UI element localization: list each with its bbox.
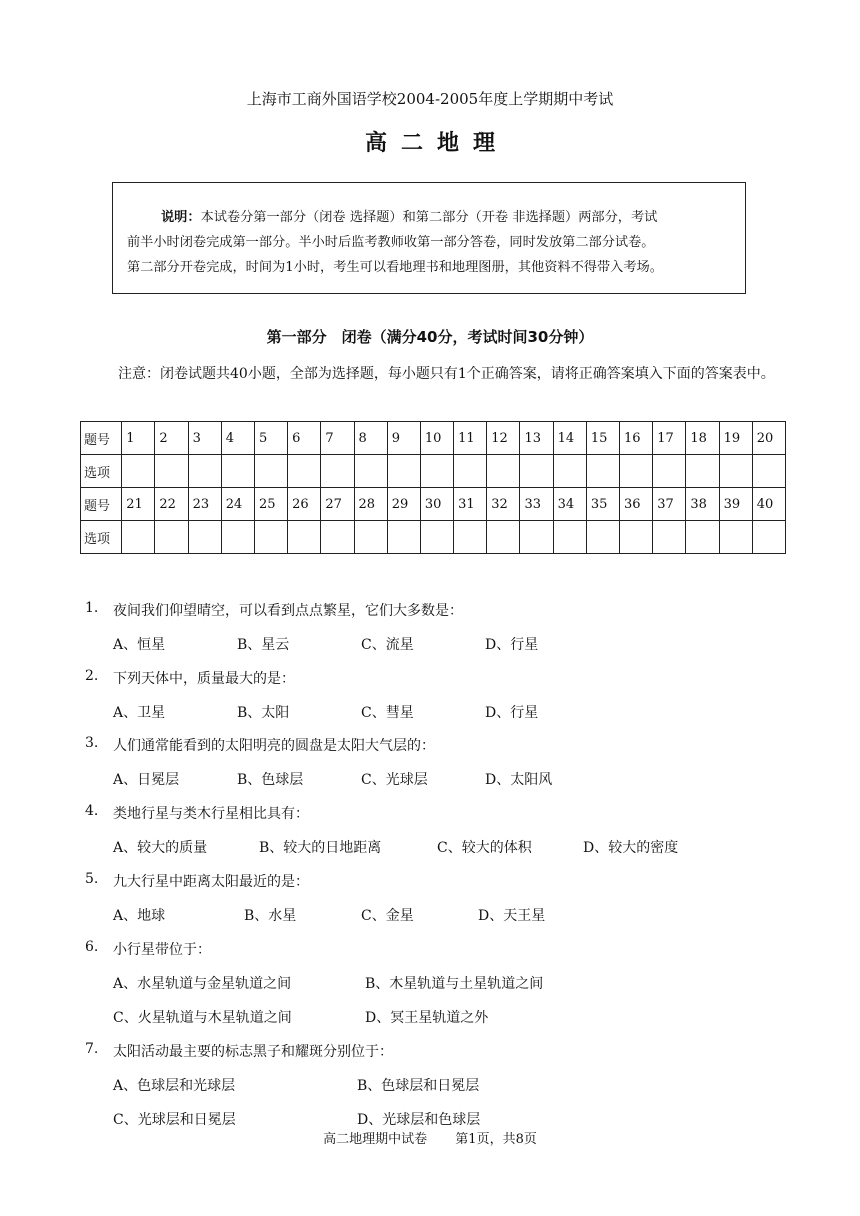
answer-blank-cell[interactable] <box>686 521 719 554</box>
answer-option: B、水星 <box>244 908 297 924</box>
answer-blank-cell[interactable] <box>221 455 254 488</box>
answer-table-number-row-1 <box>81 422 786 455</box>
question-number-cell: 25 <box>254 488 287 521</box>
answer-option: A、较大的质量 <box>113 840 208 856</box>
answer-option: B、色球层和日冕层 <box>357 1078 480 1094</box>
answer-blank-cell[interactable] <box>387 455 420 488</box>
question-number-cell: 1 <box>122 422 155 455</box>
question-number-cell: 22 <box>155 488 188 521</box>
answer-blank-cell[interactable] <box>321 521 354 554</box>
answer-blank-cell[interactable] <box>420 521 453 554</box>
answer-blank-cell[interactable] <box>420 455 453 488</box>
instructions-line-1 <box>127 205 731 230</box>
answer-option: D、行星 <box>485 637 539 653</box>
question-stem: 九大行星中距离太阳最近的是： <box>113 874 309 890</box>
question-number-cell: 36 <box>620 488 653 521</box>
question-stem: 类地行星与类木行星相比具有： <box>113 806 309 822</box>
question-number-cell: 29 <box>387 488 420 521</box>
answer-blank-cell[interactable] <box>620 455 653 488</box>
answer-table-choice-row-2 <box>81 521 786 554</box>
answer-option: C、光球层和日冕层 <box>113 1112 236 1128</box>
question-number: 1. <box>85 600 99 616</box>
question-number-cell: 27 <box>321 488 354 521</box>
instructions-box <box>112 182 746 294</box>
question-number-cell: 4 <box>221 422 254 455</box>
question-number-cell: 39 <box>719 488 752 521</box>
answer-blank-cell[interactable] <box>487 521 520 554</box>
answer-blank-cell[interactable] <box>719 455 752 488</box>
question-number-cell: 20 <box>752 422 785 455</box>
answer-blank-cell[interactable] <box>686 455 719 488</box>
question-number: 2. <box>85 668 99 684</box>
answer-option: B、星云 <box>237 637 290 653</box>
choice-header-cell: 选项 <box>81 455 122 488</box>
choice-header-cell: 选项 <box>81 521 122 554</box>
answer-option: D、较大的密度 <box>583 840 679 856</box>
question-number-cell: 5 <box>254 422 287 455</box>
question-number-cell: 16 <box>620 422 653 455</box>
question-number-cell: 13 <box>520 422 553 455</box>
answer-option: A、色球层和光球层 <box>113 1078 236 1094</box>
question-number: 4. <box>85 803 99 819</box>
answer-blank-cell[interactable] <box>387 521 420 554</box>
answer-blank-cell[interactable] <box>719 521 752 554</box>
answer-option: C、流星 <box>361 637 414 653</box>
answer-blank-cell[interactable] <box>254 455 287 488</box>
answer-table-choice-row-1 <box>81 455 786 488</box>
question-number-cell: 30 <box>420 488 453 521</box>
question-number-cell: 23 <box>188 488 221 521</box>
question-number: 5. <box>85 871 99 887</box>
answer-blank-cell[interactable] <box>653 455 686 488</box>
question-number-cell: 32 <box>487 488 520 521</box>
answer-option: D、冥王星轨道之外 <box>365 1010 489 1026</box>
answer-blank-cell[interactable] <box>653 521 686 554</box>
answer-option: D、行星 <box>485 705 539 721</box>
answer-table-number-row-2 <box>81 488 786 521</box>
answer-option: D、太阳风 <box>485 772 553 788</box>
answer-option: A、地球 <box>113 908 166 924</box>
answer-option: D、光球层和色球层 <box>357 1112 481 1128</box>
answer-blank-cell[interactable] <box>155 521 188 554</box>
question-number: 7. <box>85 1041 99 1057</box>
answer-option: C、光球层 <box>361 772 428 788</box>
answer-blank-cell[interactable] <box>620 521 653 554</box>
answer-blank-cell[interactable] <box>221 521 254 554</box>
question-number-cell: 31 <box>454 488 487 521</box>
answer-blank-cell[interactable] <box>752 455 785 488</box>
answer-blank-cell[interactable] <box>553 455 586 488</box>
question-number-cell: 18 <box>686 422 719 455</box>
question-number-cell: 40 <box>752 488 785 521</box>
question-number-cell: 8 <box>354 422 387 455</box>
part-one-instruction: 注意：闭卷试题共40小题，全部为选择题，每小题只有1个正确答案，请将正确答案填入下面的答案表中。 <box>118 366 775 382</box>
footer-exam-name: 高二地理期中试卷 <box>323 1132 428 1147</box>
question-number-cell: 15 <box>586 422 619 455</box>
answer-option: A、卫星 <box>113 705 166 721</box>
answer-option: A、水星轨道与金星轨道之间 <box>113 976 292 992</box>
instructions-text-1: 本试卷分第一部分（闭卷 选择题）和第二部分（开卷 非选择题）两部分，考试 <box>200 210 658 225</box>
question-stem: 太阳活动最主要的标志黑子和耀斑分别位于： <box>113 1044 393 1060</box>
answer-blank-cell[interactable] <box>188 521 221 554</box>
answer-blank-cell[interactable] <box>553 521 586 554</box>
answer-option: C、火星轨道与木星轨道之间 <box>113 1010 292 1026</box>
answer-blank-cell[interactable] <box>752 521 785 554</box>
answer-blank-cell[interactable] <box>454 521 487 554</box>
question-number-cell: 14 <box>553 422 586 455</box>
question-number: 6. <box>85 939 99 955</box>
question-number-cell: 2 <box>155 422 188 455</box>
answer-blank-cell[interactable] <box>454 455 487 488</box>
answer-option: B、较大的日地距离 <box>259 840 382 856</box>
answer-option: C、较大的体积 <box>437 840 532 856</box>
question-number: 3. <box>85 735 99 751</box>
answer-option: C、金星 <box>361 908 414 924</box>
question-number-cell: 17 <box>653 422 686 455</box>
answer-option: B、木星轨道与土星轨道之间 <box>365 976 544 992</box>
answer-option: A、恒星 <box>113 637 166 653</box>
school-exam-title: 上海市工商外国语学校2004-2005年度上学期期中考试 <box>246 90 614 108</box>
answer-option: B、色球层 <box>237 772 304 788</box>
answer-blank-cell[interactable] <box>520 521 553 554</box>
answer-blank-cell[interactable] <box>188 455 221 488</box>
question-number-cell: 34 <box>553 488 586 521</box>
subject-title: 高二地理 <box>364 130 509 156</box>
answer-blank-cell[interactable] <box>288 455 321 488</box>
question-stem: 小行星带位于： <box>113 942 211 958</box>
footer-page-number: 第1页，共8页 <box>455 1132 537 1147</box>
answer-blank-cell[interactable] <box>354 455 387 488</box>
question-number-cell: 7 <box>321 422 354 455</box>
question-number-cell: 12 <box>487 422 520 455</box>
question-stem: 夜间我们仰望晴空，可以看到点点繁星，它们大多数是： <box>113 603 463 619</box>
question-number-cell: 37 <box>653 488 686 521</box>
question-stem: 下列天体中，质量最大的是： <box>113 671 295 687</box>
answer-blank-cell[interactable] <box>354 521 387 554</box>
instructions-label: 说明： <box>161 210 201 225</box>
answer-sheet-table <box>80 421 786 554</box>
question-number-cell: 24 <box>221 488 254 521</box>
question-number-cell: 6 <box>288 422 321 455</box>
answer-blank-cell[interactable] <box>155 455 188 488</box>
question-number-cell: 19 <box>719 422 752 455</box>
question-number-cell: 35 <box>586 488 619 521</box>
answer-option: C、彗星 <box>361 705 414 721</box>
question-number-cell: 11 <box>454 422 487 455</box>
answer-blank-cell[interactable] <box>487 455 520 488</box>
answer-option: A、日冕层 <box>113 772 180 788</box>
answer-blank-cell[interactable] <box>520 455 553 488</box>
answer-blank-cell[interactable] <box>586 455 619 488</box>
question-number-cell: 38 <box>686 488 719 521</box>
question-number-cell: 21 <box>122 488 155 521</box>
question-number-cell: 3 <box>188 422 221 455</box>
answer-option: B、太阳 <box>237 705 290 721</box>
answer-blank-cell[interactable] <box>321 455 354 488</box>
instructions-line-2: 前半小时闭卷完成第一部分。半小时后监考教师收第一部分答卷，同时发放第二部分试卷。 <box>127 235 655 250</box>
part-one-title: 第一部分 闭卷（满分40分，考试时间30分钟） <box>266 328 594 346</box>
answer-blank-cell[interactable] <box>122 455 155 488</box>
question-number-cell: 33 <box>520 488 553 521</box>
page-footer <box>0 1128 860 1147</box>
question-number-cell: 28 <box>354 488 387 521</box>
number-header-cell: 题号 <box>81 488 122 521</box>
answer-blank-cell[interactable] <box>586 521 619 554</box>
number-header-cell: 题号 <box>81 422 122 455</box>
answer-blank-cell[interactable] <box>254 521 287 554</box>
answer-blank-cell[interactable] <box>122 521 155 554</box>
question-number-cell: 10 <box>420 422 453 455</box>
question-number-cell: 26 <box>288 488 321 521</box>
instructions-line-3: 第二部分开卷完成，时间为1小时，考生可以看地理书和地理图册，其他资料不得带入考场。 <box>127 260 663 275</box>
question-number-cell: 9 <box>387 422 420 455</box>
answer-blank-cell[interactable] <box>288 521 321 554</box>
question-stem: 人们通常能看到的太阳明亮的圆盘是太阳大气层的： <box>113 738 435 754</box>
answer-option: D、天王星 <box>478 908 546 924</box>
